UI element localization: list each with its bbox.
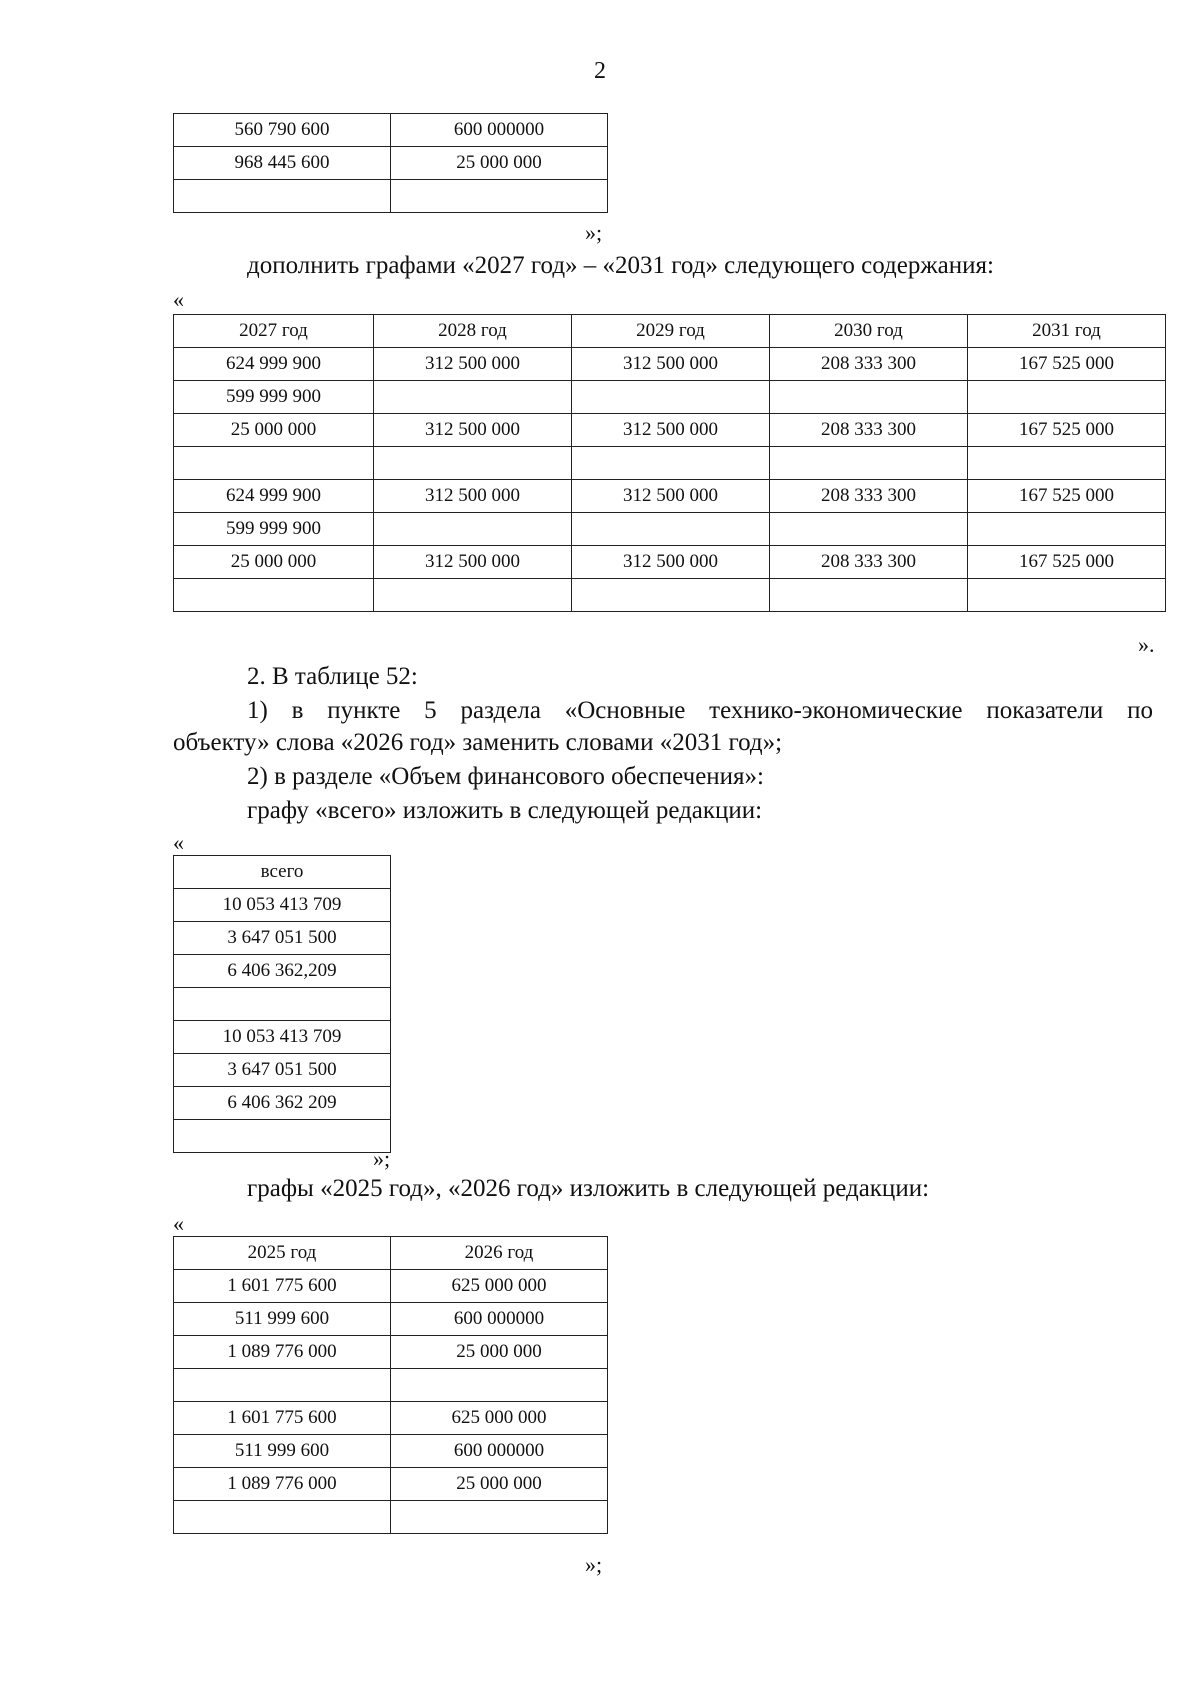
sub-item-1-text: 1) в пункте 5 раздела «Основные технико-экономические показатели по — [247, 697, 1153, 724]
table-cell: 600 000000 — [391, 114, 608, 147]
closing-quote-3: »; — [373, 1146, 391, 1171]
table-cell: 6 406 362,209 — [174, 955, 391, 988]
table-cell: 312 500 000 — [572, 480, 770, 513]
table-row — [174, 579, 1166, 612]
table-row — [174, 348, 1166, 381]
table-row — [174, 1501, 608, 1534]
table-cell: 312 500 000 — [572, 546, 770, 579]
table-cell: 600 000000 — [391, 1435, 608, 1468]
table-cell — [572, 513, 770, 546]
table-row — [174, 414, 1166, 447]
table-row — [174, 1120, 391, 1153]
table-cell: 208 333 300 — [770, 480, 968, 513]
table-row — [174, 922, 391, 955]
table-cell: 624 999 900 — [174, 480, 374, 513]
table-header-cell: 2026 год — [391, 1237, 608, 1270]
table-vsego — [173, 855, 391, 1153]
table-row — [174, 546, 1166, 579]
table-row — [174, 1270, 608, 1303]
table-cell: 25 000 000 — [174, 546, 374, 579]
table-cell — [770, 381, 968, 414]
table-cell: 968 445 600 — [174, 147, 391, 180]
table-cell — [374, 447, 572, 480]
table-row — [174, 447, 1166, 480]
table-cell — [391, 1501, 608, 1534]
table-cell — [374, 513, 572, 546]
table-row — [174, 955, 391, 988]
table-row — [174, 1468, 608, 1501]
table-cell: 10 053 413 709 — [174, 889, 391, 922]
paragraph-add-columns: дополнить графами «2027 год» – «2031 год» следующего содержания: — [247, 252, 994, 279]
table-cell: 312 500 000 — [374, 480, 572, 513]
item-2: 2. В таблице 52: — [247, 663, 418, 690]
table-cell — [174, 1369, 391, 1402]
table-cell — [374, 579, 572, 612]
table-cell: 3 647 051 500 — [174, 922, 391, 955]
table-row — [174, 1054, 391, 1087]
table-cell: 10 053 413 709 — [174, 1021, 391, 1054]
table-cell — [968, 513, 1166, 546]
table-row — [174, 1021, 391, 1054]
closing-quote-4: »; — [585, 1552, 603, 1577]
table-header-cell: 2028 год — [374, 315, 572, 348]
table-cell — [174, 447, 374, 480]
table-cell — [174, 579, 374, 612]
sub-item-1-line-2: объекту» слова «2026 год» заменить словами «2031 год»; — [173, 729, 783, 756]
table-cell: 312 500 000 — [374, 348, 572, 381]
table-cell — [174, 988, 391, 1021]
table-cell: 208 333 300 — [770, 414, 968, 447]
table-cell: 25 000 000 — [391, 1468, 608, 1501]
table-cell — [572, 447, 770, 480]
table-row — [174, 1336, 608, 1369]
table-row — [174, 147, 608, 180]
table-cell: 3 647 051 500 — [174, 1054, 391, 1087]
table-row — [174, 988, 391, 1021]
table-cell: 625 000 000 — [391, 1270, 608, 1303]
table-cell — [770, 579, 968, 612]
table-cell: 312 500 000 — [374, 546, 572, 579]
table-row — [174, 180, 608, 213]
table-cell — [572, 579, 770, 612]
table-header-cell: 2027 год — [174, 315, 374, 348]
table-row — [174, 1369, 608, 1402]
table-cell — [770, 447, 968, 480]
opening-quote-2: « — [173, 830, 184, 855]
table-cell — [391, 180, 608, 213]
table-cell — [572, 381, 770, 414]
table-header-cell: всего — [174, 856, 391, 889]
table-cell: 167 525 000 — [968, 414, 1166, 447]
table-row — [174, 114, 608, 147]
table-cell: 1 089 776 000 — [174, 1468, 391, 1501]
sub-item-1-line-1 — [247, 694, 1153, 728]
paragraph-2025-2026: графы «2025 год», «2026 год» изложить в следующей редакции: — [247, 1175, 930, 1202]
table-header-row — [174, 315, 1166, 348]
table-cell — [374, 381, 572, 414]
table-cell: 312 500 000 — [572, 414, 770, 447]
table-row — [174, 1087, 391, 1120]
sub-item-2: 2) в разделе «Объем финансового обеспечения»: — [247, 763, 765, 790]
table-row — [174, 513, 1166, 546]
table-cell: 208 333 300 — [770, 546, 968, 579]
opening-quote-3: « — [173, 1211, 184, 1236]
table-cell — [770, 513, 968, 546]
table-cell — [174, 1501, 391, 1534]
table-header-row — [174, 856, 391, 889]
table-cell: 560 790 600 — [174, 114, 391, 147]
table-2025-2026 — [173, 1236, 608, 1534]
table-cell: 625 000 000 — [391, 1402, 608, 1435]
table-cell: 6 406 362 209 — [174, 1087, 391, 1120]
table-2027-2031 — [173, 314, 1166, 612]
table-cell — [391, 1369, 608, 1402]
table-cell — [968, 579, 1166, 612]
paragraph-vsego: графу «всего» изложить в следующей редакции: — [247, 797, 763, 824]
table-cell: 167 525 000 — [968, 480, 1166, 513]
table-cell: 511 999 600 — [174, 1435, 391, 1468]
table-cell: 511 999 600 — [174, 1303, 391, 1336]
closing-quote-1: »; — [585, 220, 603, 245]
table-continuation — [173, 113, 608, 213]
table-header-cell: 2025 год — [174, 1237, 391, 1270]
closing-quote-2: ». — [1138, 632, 1155, 657]
table-row — [174, 1402, 608, 1435]
table-cell: 1 601 775 600 — [174, 1270, 391, 1303]
table-cell — [174, 1120, 391, 1153]
table-cell: 167 525 000 — [968, 348, 1166, 381]
table-header-row — [174, 1237, 608, 1270]
table-cell — [174, 180, 391, 213]
table-cell: 25 000 000 — [391, 1336, 608, 1369]
table-cell: 312 500 000 — [572, 348, 770, 381]
table-row — [174, 889, 391, 922]
table-cell — [968, 447, 1166, 480]
table-row — [174, 1303, 608, 1336]
table-cell: 208 333 300 — [770, 348, 968, 381]
table-row — [174, 381, 1166, 414]
table-row — [174, 1435, 608, 1468]
table-cell: 599 999 900 — [174, 513, 374, 546]
table-header-cell: 2030 год — [770, 315, 968, 348]
table-cell: 25 000 000 — [174, 414, 374, 447]
table-cell: 600 000000 — [391, 1303, 608, 1336]
table-cell: 167 525 000 — [968, 546, 1166, 579]
table-cell: 1 089 776 000 — [174, 1336, 391, 1369]
table-cell: 312 500 000 — [374, 414, 572, 447]
opening-quote-1: « — [173, 287, 184, 312]
table-header-cell: 2031 год — [968, 315, 1166, 348]
table-header-cell: 2029 год — [572, 315, 770, 348]
table-cell: 599 999 900 — [174, 381, 374, 414]
table-cell: 25 000 000 — [391, 147, 608, 180]
page-number: 2 — [594, 58, 606, 84]
table-cell: 1 601 775 600 — [174, 1402, 391, 1435]
table-row — [174, 480, 1166, 513]
table-cell: 624 999 900 — [174, 348, 374, 381]
table-cell — [968, 381, 1166, 414]
